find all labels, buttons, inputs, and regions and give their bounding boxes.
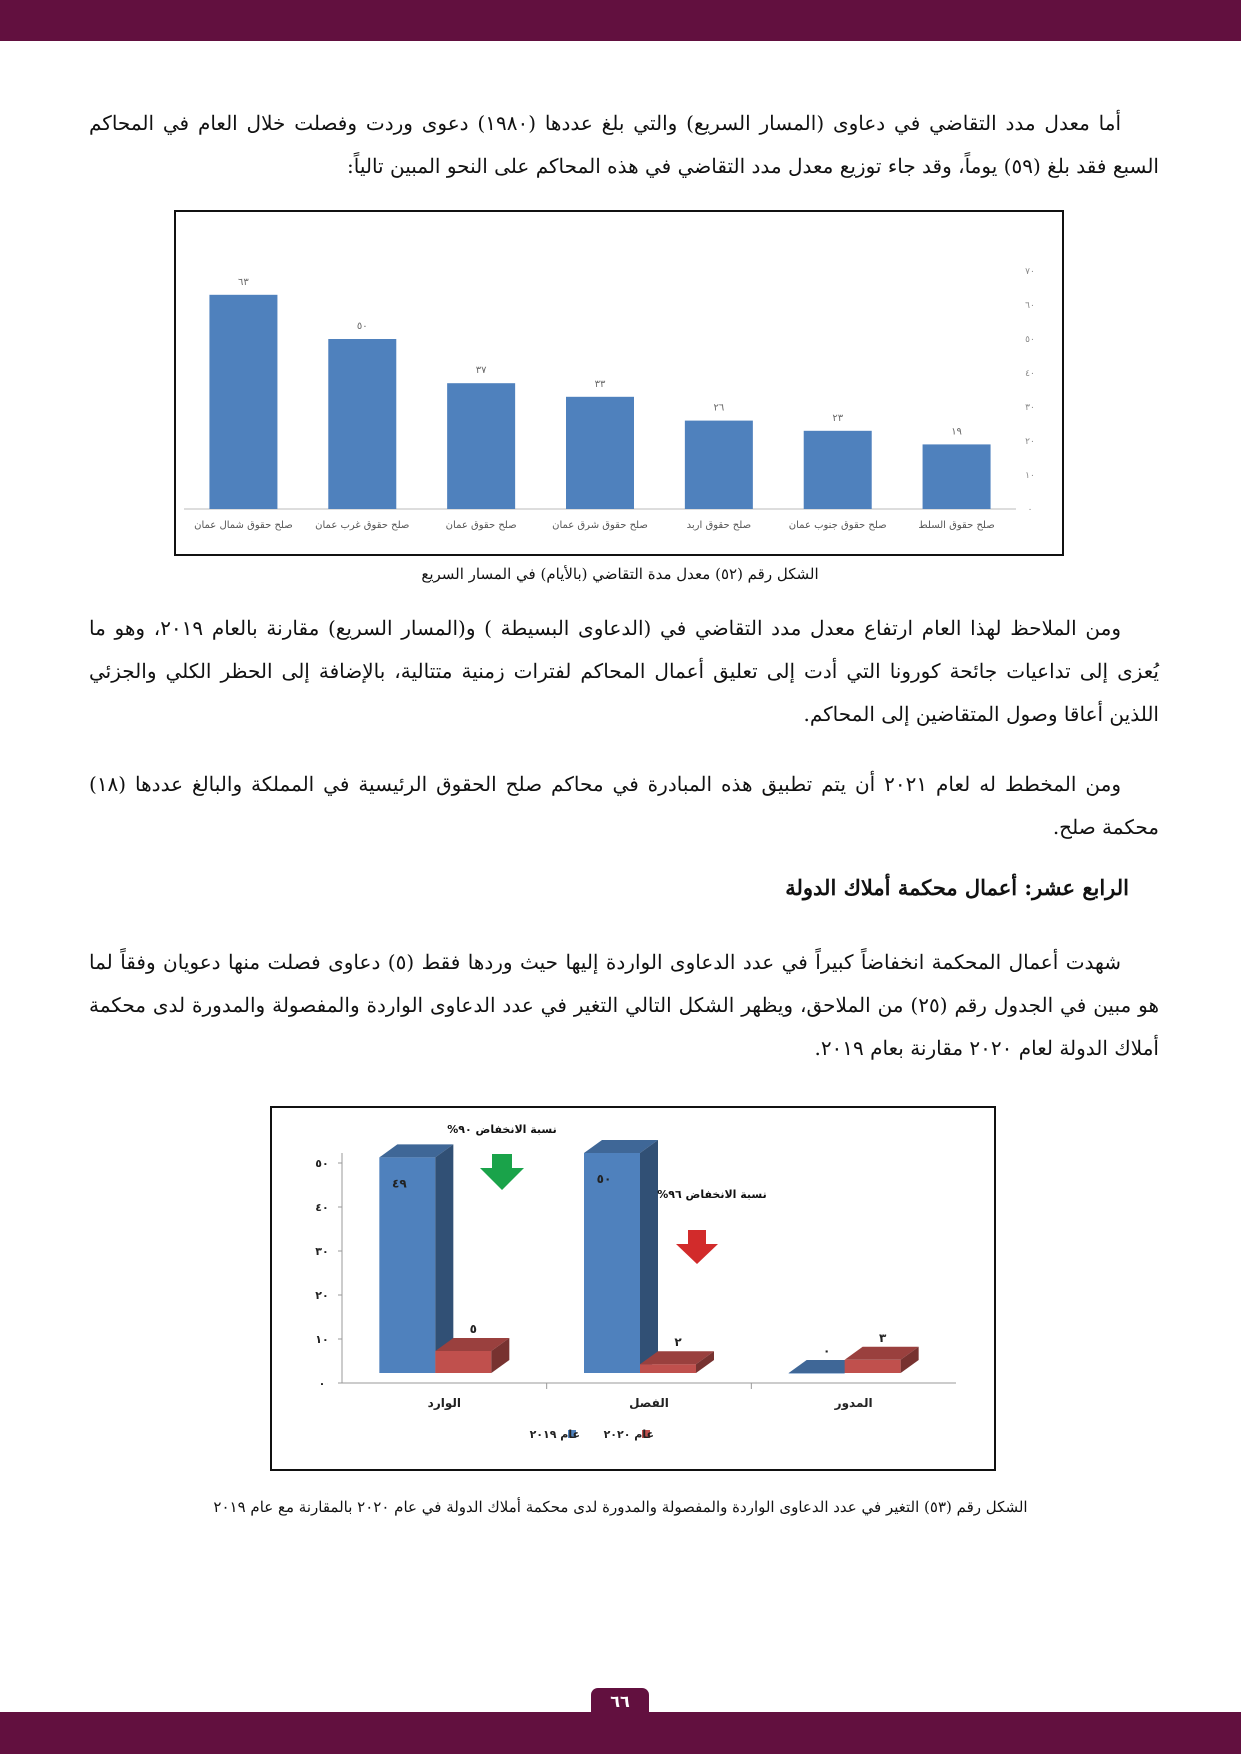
- y-tick-label: ٠: [318, 1377, 326, 1390]
- section-heading: الرابع عشر: أعمال محكمة أملاك الدولة: [785, 875, 1129, 900]
- paragraph-state-property-court: شهدت أعمال المحكمة انخفاضاً كبيراً في عدد الدعاوى الواردة إليها حيث وردها فقط (٥) دعاوى فصلت منها دعويان وفقاً لما هو مبين في الجدول رقم (٢٥) من الملاحق، ويظهر الشكل التالي التغير في عدد الدعاوى الواردة والمفصولة والمدورة لدى محكمة أملاك الدولة لعام ٢٠٢٠ مقارنة بعام ٢٠١٩.: [89, 950, 1160, 1060]
- bar-side: [435, 1144, 453, 1373]
- x-tick-label: صلح حقوق السلط: [918, 520, 995, 531]
- bar-value-label: ٣: [879, 1330, 887, 1345]
- y-tick-label: ٣٠: [315, 1245, 329, 1258]
- annotation-decrease-received: نسبة الانخفاض ٩٠%: [447, 1123, 557, 1136]
- figure-52-caption: الشكل رقم (٥٢) معدل مدة التقاضي (بالأيام) في المسار السريع: [421, 565, 819, 583]
- y-tick-label: ٤٠: [315, 1201, 329, 1214]
- x-tick-label: صلح حقوق عمان: [445, 520, 517, 531]
- chart-canvas: [272, 1108, 994, 1469]
- y-tick-label: ٧٠: [1025, 267, 1035, 277]
- x-tick-label: صلح حقوق غرب عمان: [315, 520, 410, 531]
- page-number: ٦٦: [591, 1688, 649, 1716]
- bar-side: [640, 1140, 658, 1373]
- bar-value-label: ٣٣: [594, 378, 606, 390]
- chart-canvas: [176, 212, 1062, 554]
- paragraph-fast-track-intro: أما معدل مدد التقاضي في دعاوى (المسار السريع) والتي بلغ عددها (١٩٨٠) دعوى وردت وفصلت خلال العام في المحاكم السبع فقد بلغ (٥٩) يوماً، وقد جاء توزيع معدل مدد التقاضي في هذه المحاكم على النحو المبين تالياً:: [89, 111, 1159, 178]
- paragraph-plan-2021: ومن المخطط له لعام ٢٠٢١ أن يتم تطبيق هذه المبادرة في محاكم صلح الحقوق الرئيسية في المملكة والبالغ عددها (١٨) محكمة صلح.: [89, 772, 1159, 839]
- footer-bar: [0, 1712, 1241, 1754]
- y-tick-label: ٥٠: [315, 1157, 329, 1170]
- bar-front: [435, 1351, 491, 1373]
- bar: [328, 339, 396, 509]
- y-tick-label: ١٠: [1025, 471, 1035, 481]
- down-arrow-icon: [480, 1154, 524, 1190]
- bar-value-label: ١٩: [951, 426, 962, 438]
- header-bar: [0, 0, 1241, 41]
- bar-value-label: ٢٣: [832, 412, 844, 424]
- y-tick-label: ٤٠: [1025, 369, 1035, 379]
- y-tick-label: ٥٠: [1025, 335, 1035, 345]
- bar-front: [379, 1157, 435, 1373]
- x-tick-label: صلح حقوق شرق عمان: [552, 520, 648, 531]
- bar-value-label: ٦٣: [238, 276, 249, 288]
- x-tick-label: المدور: [834, 1396, 873, 1410]
- bar: [566, 397, 634, 509]
- bar-value-label: ٢٦: [713, 402, 725, 414]
- down-arrow-icon: [676, 1230, 718, 1264]
- annotation-decrease-decided: نسبة الانخفاض ٩٦%: [657, 1188, 767, 1201]
- y-tick-label: ٦٠: [1025, 301, 1035, 311]
- state-property-cases-chart: [270, 1106, 996, 1471]
- bar-front: [845, 1360, 901, 1373]
- bar-value-label: ٥٠: [596, 1172, 612, 1186]
- bar: [685, 421, 753, 509]
- x-tick-label: صلح حقوق شمال عمان: [194, 520, 293, 531]
- figure-53-caption: الشكل رقم (٥٣) التغير في عدد الدعاوى الواردة والمفصولة والمدورة لدى محكمة أملاك الدولة في عام ٢٠٢٠ بالمقارنة مع عام ٢٠١٩: [213, 1498, 1028, 1516]
- bar-value-label: ٤٩: [392, 1176, 407, 1191]
- bar-value-label: ٣٧: [475, 365, 487, 377]
- bar-value-label: ٠: [823, 1344, 831, 1358]
- legend-label-2019: عام ٢٠١٩: [529, 1428, 580, 1441]
- paragraph-increase-note: ومن الملاحظ لهذا العام ارتفاع معدل مدد التقاضي في (الدعاوى البسيطة ) و(المسار السريع) مقارنة بالعام ٢٠١٩، وهو ما يُعزى إلى تداعيات جائحة كورونا التي أدت إلى تعليق أعمال المحاكم لفترات زمنية متتالية، بالإضافة إلى الحظر الكلي والجزئي اللذين أعاقا وصول المتقاضين إلى المحاكم.: [89, 616, 1159, 726]
- bar: [804, 431, 872, 509]
- x-tick-label: صلح حقوق جنوب عمان: [788, 520, 887, 531]
- bar-value-label: ٥: [469, 1322, 477, 1336]
- bar: [209, 295, 277, 509]
- fast-track-duration-chart: [174, 210, 1064, 556]
- bar-value-label: ٥٠: [356, 321, 368, 332]
- x-tick-label: الوارد: [427, 1396, 461, 1410]
- x-tick-label: صلح حقوق اربد: [686, 520, 752, 531]
- y-tick-label: ٠: [1027, 505, 1033, 515]
- y-tick-label: ٣٠: [1025, 403, 1035, 413]
- bar-front: [584, 1153, 640, 1373]
- legend-label-2020: عام ٢٠٢٠: [603, 1428, 654, 1441]
- bar: [447, 383, 515, 509]
- bar: [923, 444, 991, 509]
- y-tick-label: ٢٠: [315, 1289, 329, 1302]
- bar-value-label: ٢: [674, 1335, 682, 1350]
- bar-front: [789, 1373, 845, 1374]
- bar-front: [640, 1364, 696, 1373]
- y-tick-label: ١٠: [315, 1333, 329, 1346]
- y-tick-label: ٢٠: [1025, 437, 1035, 447]
- x-tick-label: الفصل: [629, 1396, 669, 1410]
